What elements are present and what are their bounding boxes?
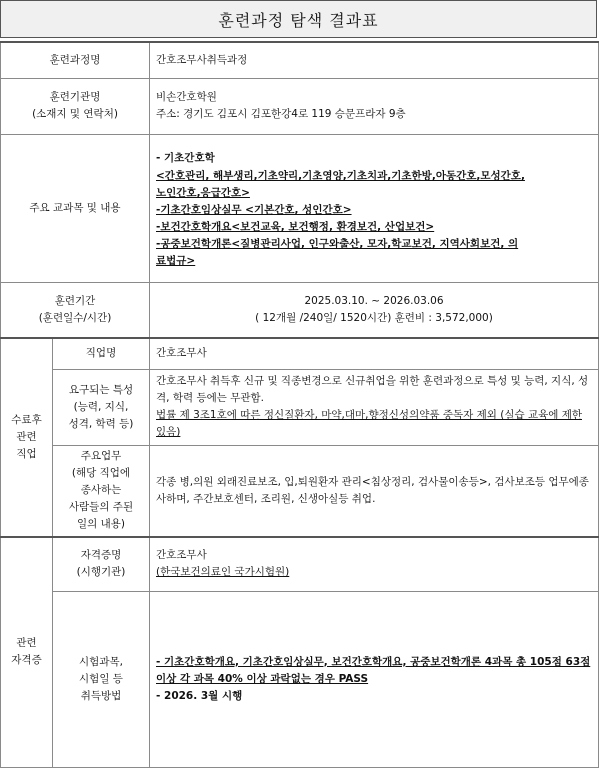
job-traits-label: 요구되는 특성 (능력, 지식, 성격, 학력 등): [53, 369, 150, 445]
cert-name-label: 자격증명 (시행기관): [53, 537, 150, 591]
period-dates: 2025.03.10. ~ 2026.03.06: [304, 294, 444, 307]
subjects-label: 주요 교과목 및 내용: [1, 134, 150, 282]
subject-line: -기초간호임상실무 <기본간호, 성인간호>: [156, 204, 352, 216]
page-title: 훈련과정 탐색 결과표: [0, 0, 597, 38]
cert-exam-line: - 기초간호학개요, 기초간호임상실무, 보건간호학개요, 공중보건학개론 4과목 총 105점 63점이상 각 과목 40% 이상 과락없는 경우 PASS: [156, 655, 591, 685]
cert-agency: (한국보건의료인 국가시험원): [156, 566, 290, 579]
cert-exam-line: - 2026. 3월 시행: [156, 689, 243, 702]
cert-outer-label: 관련 자격증: [1, 537, 53, 767]
period-detail: ( 12개월 /240일/ 1520시간) 훈련비 : 3,572,000): [255, 311, 493, 324]
job-title-label: 직업명: [53, 338, 150, 369]
subjects-value: [150, 134, 599, 282]
institution-value: [150, 78, 599, 134]
subject-line: 료법규>: [156, 255, 196, 267]
subject-line: -보건간호학개요<보건교육, 보건행정, 환경보건, 산업보건>: [156, 221, 435, 233]
subject-line: -공중보건학개론<질병관리사업, 인구와출산, 모자,학교보건, 지역사회보건, 의: [156, 238, 519, 250]
subject-line: 노인간호,응급간호>: [156, 187, 250, 199]
cert-name: 간호조무사: [156, 549, 207, 562]
job-traits-text: 간호조무사 취득후 신규 및 직종변경으로 신규취업을 위한 훈련과정으로 특성 및 능력, 지식, 성격, 학력 등에는 무관함.: [156, 375, 589, 404]
period-label: 훈련기간 (훈련일수/시간): [1, 282, 150, 338]
course-name-value: 간호조무사취득과정: [150, 42, 599, 78]
job-title-value: 간호조무사: [150, 338, 599, 369]
cert-name-value: [150, 537, 599, 591]
job-duties-value: 각종 병,의원 외래진료보조, 입,퇴원환자 관리<침상정리, 검사물이송등>, 검사보조등 업무에종사하며, 주간보호센터, 조리원, 신생아실등 취업.: [150, 445, 599, 537]
cert-exam-value: [150, 591, 599, 767]
result-table: [0, 41, 599, 768]
job-duties-label: 주요업무 (해당 직업에 종사하는 사람들의 주된 일의 내용): [53, 445, 150, 537]
subject-line: <간호관리, 해부생리,기초약리,기초영양,기초치과,기초한방,아동간호,모성간호,: [156, 170, 525, 182]
cert-exam-label: 시험과목, 시험일 등 취득방법: [53, 591, 150, 767]
institution-label: 훈련기관명 (소재지 및 연락처): [1, 78, 150, 134]
job-traits-note: 법률 제 3조1호에 따른 정신질환자, 마약,대마,향정신성의약품 중독자 제외 (실습 교육에 제한 있음): [156, 409, 582, 438]
job-outer-label: 수료후 관련 직업: [1, 338, 53, 537]
job-traits-value: [150, 369, 599, 445]
subject-line: - 기초간호학: [156, 152, 215, 164]
institution-name: 비손간호학원: [156, 91, 217, 103]
period-value: [150, 282, 599, 338]
institution-address: 주소: 경기도 김포시 김포한강4로 119 승문프라자 9층: [156, 108, 406, 120]
course-name-label: 훈련과정명: [1, 42, 150, 78]
